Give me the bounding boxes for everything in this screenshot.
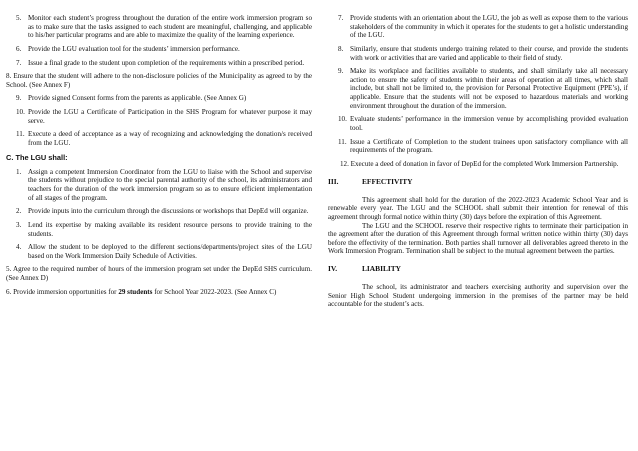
- list-number: 7.: [338, 14, 347, 22]
- list-number: 12.: [340, 159, 351, 168]
- section-number: III.: [328, 176, 339, 186]
- list-item: [6, 221, 312, 238]
- list-number: 6.: [16, 44, 25, 53]
- list-text: Provide students with an orientation about the LGU, the job as well as expose them to the various stakeholders of the community in which it operates for the students to get a holistic understanding of the LGU.: [350, 14, 628, 40]
- list-text: Provide signed Consent forms from the parents as applicable. (See Annex G): [28, 94, 247, 103]
- list-text: Agree to the required number of hours of the immersion program set under the DepEd SHS curriculum. (See Annex D): [6, 265, 313, 283]
- list-item: [6, 130, 312, 147]
- list-number: 5.: [16, 14, 25, 22]
- list-text: Make its workplace and facilities available to students, and shall similarly take all necessary action to ensure the safety of students within their areas of operation at all times, which shall include, but shall not be limited to, the provision for Personal Protective Equipment (PPE’s), if applicable. Ensure that the students will not be exposed to hazardous materials and working environment throughout the duration of the immersion.: [350, 67, 628, 110]
- list-item: [6, 288, 312, 297]
- list-item: [6, 59, 312, 68]
- section-heading-c: C. The LGU shall:: [6, 152, 68, 162]
- list-item: [328, 138, 628, 155]
- list-text: Allow the student to be deployed to the different sections/departments/project sites of the LGU based on the Work Immersion Daily Schedule of Activities.: [28, 243, 312, 260]
- list-number: 9.: [338, 67, 347, 76]
- section-heading-liability: [328, 264, 628, 273]
- list-text: Provide inputs into the curriculum through the discussions or workshops that DepEd will organize.: [28, 207, 309, 216]
- list-item: [6, 94, 312, 103]
- effectivity-paragraph: This agreement shall hold for the duration of the 2022-2023 Academic School Year and is renewable every year. The LGU and the SCHOOL shall submit their intention for renewal of this agreement through formal notice within thirty (30) days before the expiration of this Agreement.: [328, 195, 628, 221]
- list-number: 10.: [338, 115, 349, 124]
- liability-paragraph: The school, its administrator and teachers exercising authority and supervision over the Senior High School Student undergoing immersion in the premises of the partner may be held accountable for the student’s acts.: [328, 283, 628, 309]
- list-item: [6, 14, 312, 40]
- section-heading-effectivity: [328, 177, 628, 186]
- list-item: [328, 160, 628, 169]
- list-item: [6, 265, 312, 282]
- section-number: IV.: [328, 264, 338, 274]
- list-number: 7.: [16, 58, 25, 67]
- list-item: [6, 207, 312, 216]
- list-number: 5.: [6, 265, 14, 274]
- list-item: [6, 72, 312, 89]
- list-number: 1.: [16, 167, 25, 176]
- list-text: Monitor each student’s progress throughout the duration of the entire work immersion program so as to make sure that the tasks assigned to each student are meaningful, challenging, and applicable to his/her particular programs and are able to maximize the quality of the learning experience.: [28, 14, 312, 40]
- list-number: 6.: [6, 287, 14, 296]
- list-number: 8.: [338, 44, 347, 53]
- list-text: Provide the LGU evaluation tool for the students’ immersion performance.: [28, 44, 240, 53]
- right-column: [328, 14, 628, 309]
- list-number: 4.: [16, 243, 25, 252]
- list-number: 2.: [16, 207, 25, 216]
- list-number: 11.: [16, 130, 27, 139]
- list-item: [6, 45, 312, 54]
- list-number: 3.: [16, 220, 25, 229]
- list-text: Execute a deed of acceptance as a way of recognizing and acknowledging the donation/s received from the LGU.: [28, 130, 312, 148]
- left-column: [6, 14, 312, 301]
- list-text: Issue a final grade to the student upon completion of the requirements within a prescribed period.: [28, 58, 305, 67]
- list-number: 10.: [16, 108, 27, 117]
- section-title: EFFECTIVITY: [362, 176, 413, 186]
- list-text: Similarly, ensure that students undergo training related to their course, and provide the students with work or activities that are varied and applicable to their field of study.: [350, 44, 628, 62]
- list-item: [328, 67, 628, 110]
- list-text: Issue a Certificate of Completion to the student trainees upon satisfactory compliance with all requirements of the program.: [350, 137, 628, 155]
- list-text: Ensure that the student will adhere to the non-disclosure policies of the Municipality as agreed to by the School. (See Annex F): [6, 72, 313, 89]
- list-text: Evaluate students’ performance in the immersion venue by accomplishing provided evaluation tool.: [350, 115, 628, 133]
- list-item: [328, 45, 628, 62]
- list-text: Provide the LGU a Certificate of Participation in the SHS Program for whatever purpose it may serve.: [28, 108, 312, 125]
- list-text: Assign a competent Immersion Coordinator from the LGU to liaise with the School and supervise the students without prejudice to the special parental authority of the school, its administrators and teachers for the duration of the work immersion program so as to ensure efficient implementation of all stages of the program.: [28, 167, 312, 202]
- list-item: [6, 108, 312, 125]
- list-text: Provide immersion opportunities for: [13, 287, 119, 296]
- list-item: [328, 14, 628, 40]
- list-item: [6, 168, 312, 203]
- section-title: LIABILITY: [362, 264, 402, 274]
- list-text: for School Year 2022-2023. (See Annex C): [152, 287, 277, 296]
- effectivity-paragraph: The LGU and the SCHOOL reserve their respective rights to terminate their participation in the agreement after the duration of this Agreement through formal written notice within thirty (30) days before the effectivity of the termination. Both parties shall turnover all deliverables agreed thereto in the Work Immersion Program. Termination shall be subject to the mutual agreement between the parties.: [328, 221, 628, 256]
- student-count: 29 students: [118, 287, 153, 296]
- list-text: Lend its expertise by making available its resident resource persons to provide training to the students.: [28, 220, 312, 238]
- list-text: Execute a deed of donation in favor of DepEd for the completed Work Immersion Partnership.: [350, 159, 619, 168]
- list-item: [328, 115, 628, 132]
- list-number: 8.: [6, 72, 14, 81]
- list-number: 9.: [16, 94, 25, 103]
- list-number: 11.: [338, 137, 349, 146]
- list-item: [6, 243, 312, 260]
